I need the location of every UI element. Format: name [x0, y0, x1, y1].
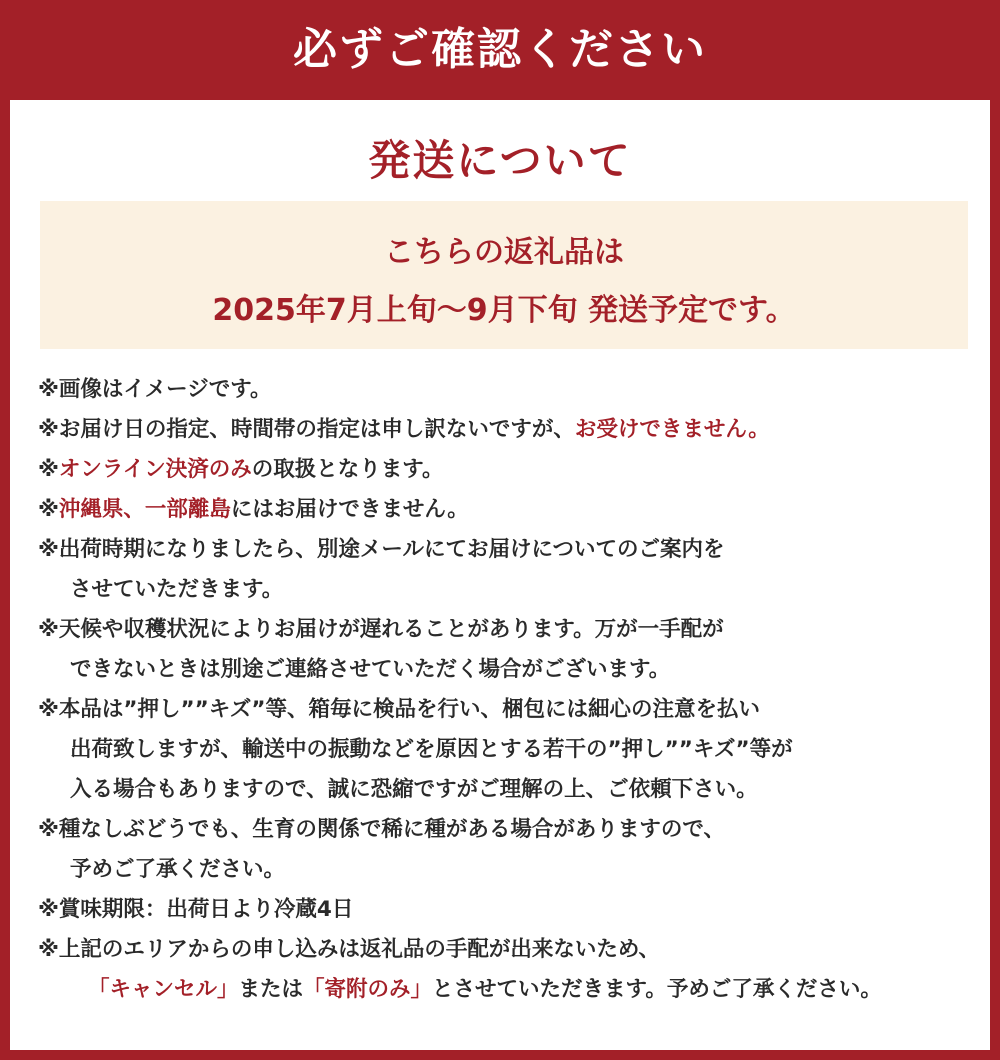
- note-text: の取扱となります。: [251, 457, 444, 482]
- notice-line-1: こちらの返礼品は: [384, 235, 624, 270]
- note-text: ※本品は”押し””キズ”等、箱毎に検品を行い、梱包には細心の注意を払い: [38, 697, 760, 722]
- note-text: ※画像はイメージです。: [38, 377, 272, 402]
- note-seeds-line2: [38, 852, 285, 892]
- section-title: 発送について: [368, 136, 632, 185]
- note-text: できないときは別途ご連絡させていただく場合がございます。: [70, 657, 671, 682]
- shipping-notice-box: [40, 201, 968, 349]
- note-text: 出荷致しますが、輸送中の振動などを原因とする若干の”押し””キズ”等が: [70, 737, 793, 762]
- note-text: させていただきます。: [70, 577, 284, 602]
- note-highlight: お受けできません。: [574, 417, 770, 442]
- note-text: または: [238, 977, 304, 1002]
- notice-line-2: 2025年7月上旬～9月下旬 発送予定です。: [212, 293, 796, 328]
- note-inspection-line1: [38, 692, 760, 732]
- note-weather-line1: [38, 612, 724, 652]
- note-seeds-line1: [38, 812, 725, 852]
- note-shipping-email-line1: [38, 532, 725, 572]
- note-text: ※上記のエリアからの申し込みは返礼品の手配が出来ないため、: [38, 937, 661, 962]
- note-inspection-line3: [38, 772, 758, 812]
- note-text: 予めご了承ください。: [70, 857, 286, 882]
- note-text: ※賞味期限：出荷日より冷蔵4日: [38, 897, 354, 922]
- note-weather-line2: [38, 652, 670, 692]
- note-text: 入る場合もありますので、誠に恐縮ですがご理解の上、ご依頼下さい。: [70, 777, 758, 802]
- note-text: ※種なしぶどうでも、生育の関係で稀に種がある場合がありますので、: [38, 817, 725, 842]
- note-text: ※天候や収穫状況によりお届けが遅れることがあります。万が一手配が: [38, 617, 724, 642]
- note-highlight: 「寄附のみ」: [303, 977, 433, 1002]
- note-area: [38, 492, 469, 532]
- note-highlight: オンライン決済のみ: [58, 457, 252, 482]
- note-text: とさせていただきます。予めご了承ください。: [432, 977, 882, 1002]
- note-delivery-date: [38, 412, 770, 452]
- note-text: ※: [38, 457, 59, 482]
- note-shipping-email-line2: [38, 572, 283, 612]
- header-title: 必ずご確認ください: [293, 24, 707, 75]
- note-payment: [38, 452, 444, 492]
- note-expiry: [38, 892, 353, 932]
- note-cancel-line1: [38, 932, 660, 972]
- note-text: ※出荷時期になりましたら、別途メールにてお届けについてのご案内を: [38, 537, 725, 562]
- note-image: [38, 372, 272, 412]
- note-highlight: 「キャンセル」: [88, 977, 239, 1002]
- note-highlight: 沖縄県、一部離島: [58, 497, 231, 522]
- note-inspection-line2: [38, 732, 793, 772]
- note-text: ※: [38, 497, 59, 522]
- note-text: ※お届け日の指定、時間帯の指定は申し訳ないですが、: [38, 417, 575, 442]
- note-text: にはお届けできません。: [230, 497, 469, 522]
- note-cancel-line2: [38, 972, 882, 1012]
- content-panel: [10, 100, 990, 1050]
